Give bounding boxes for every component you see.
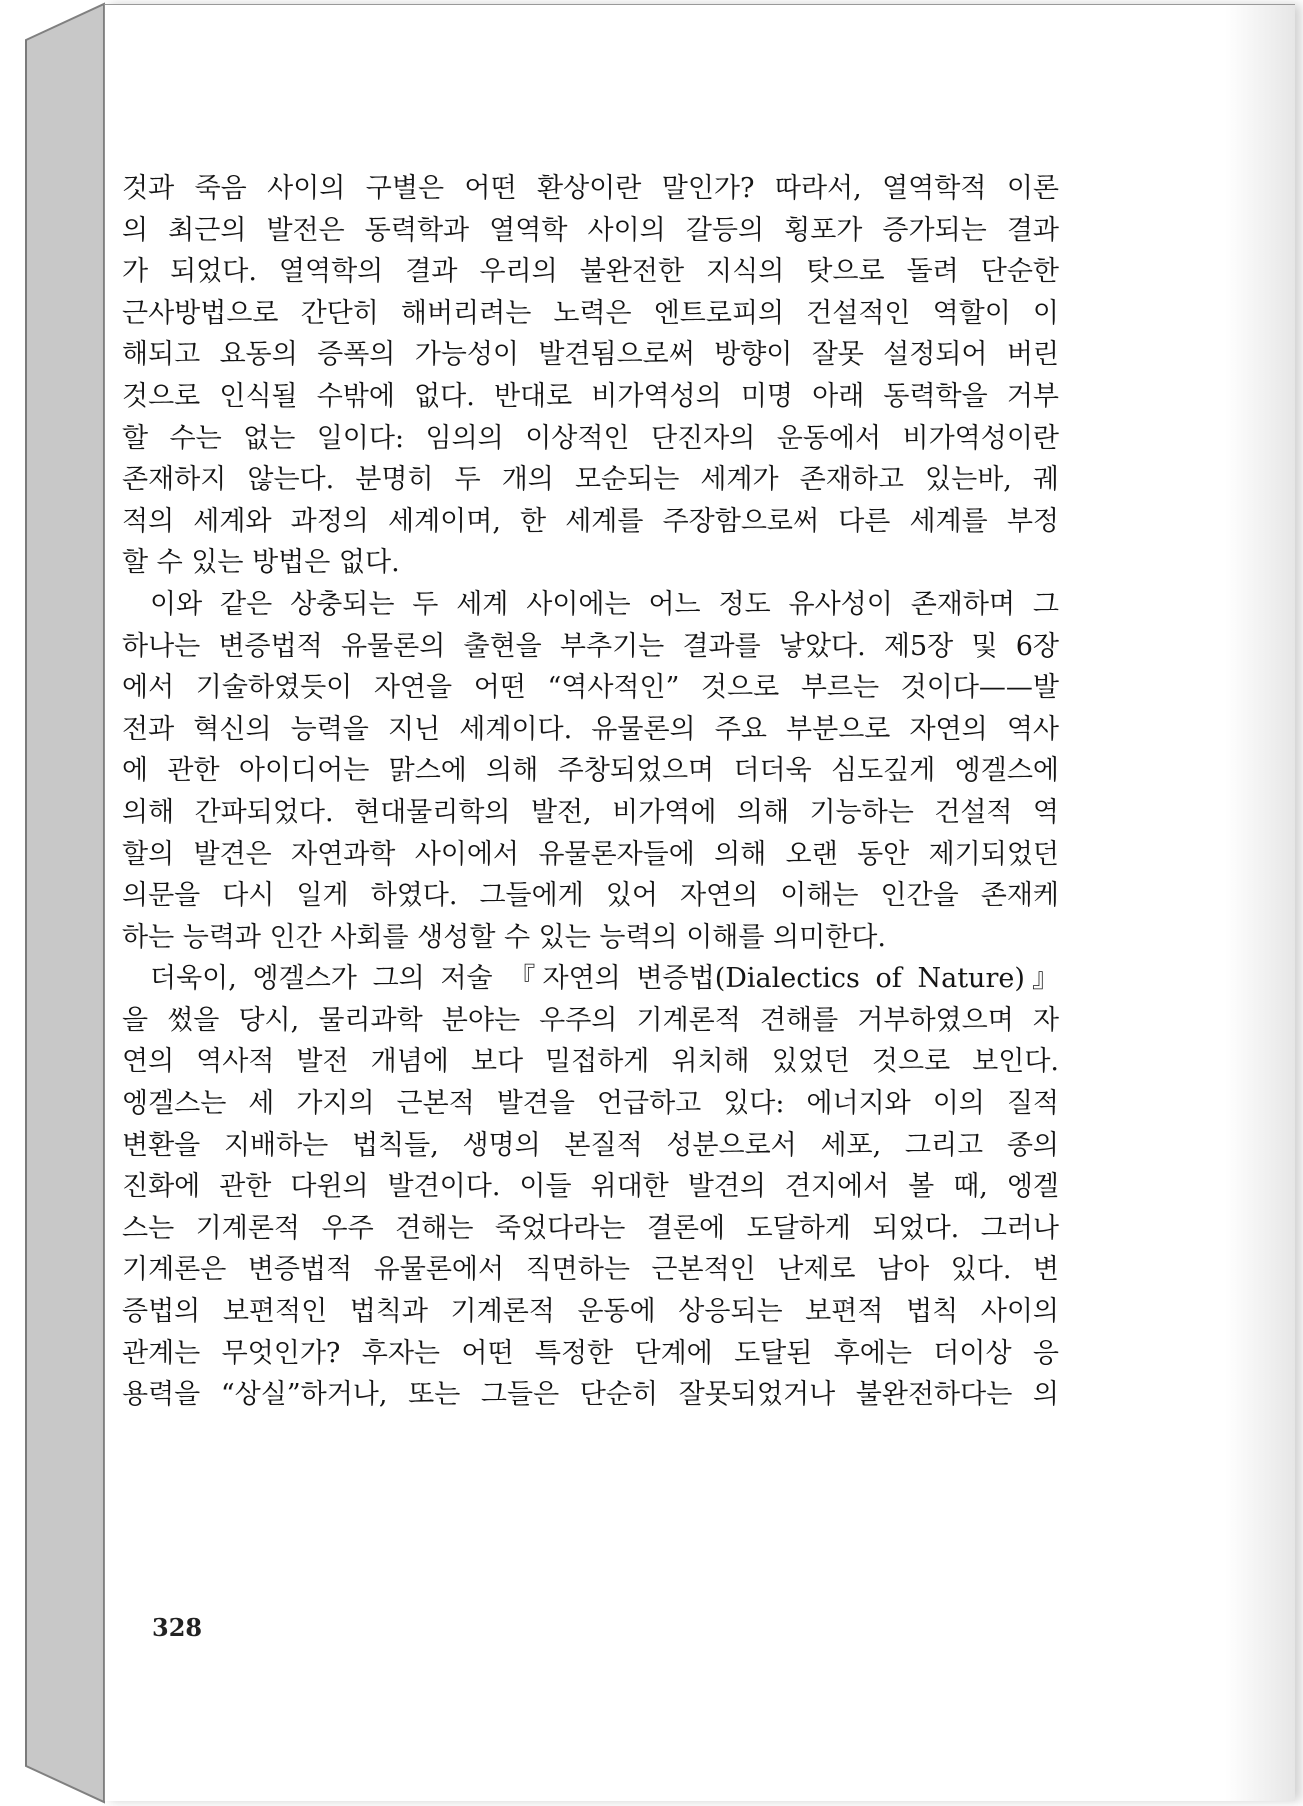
paragraph [122,168,1059,584]
text-line: 존재하지 않는다. 분명히 두 개의 모순되는 세계가 존재하고 있는바, 궤 [122,464,1059,496]
text-line: 에 관한 아이디어는 맑스에 의해 주창되었으며 더더욱 심도깊게 엥겔스에 [122,755,1059,787]
text-line: 을 썼을 당시, 물리과학 분야는 우주의 기계론적 견해를 거부하였으며 자 [122,1004,1059,1036]
text-line: 증법의 보편적인 법칙과 기계론적 운동에 상응되는 보편적 법칙 사이의 [122,1296,1059,1328]
text-line: 것과 죽음 사이의 구별은 어떤 환상이란 말인가? 따라서, 열역학적 이론 [122,173,1059,204]
text-line: 변환을 지배하는 법칙들, 생명의 본질적 성분으로서 세포, 그리고 종의 [122,1129,1059,1161]
text-line: 가 되었다. 열역학의 결과 우리의 불완전한 지식의 탓으로 돌려 단순한 [122,256,1059,288]
body-text [122,168,1059,1416]
text-line: 해되고 요동의 증폭의 가능성이 발견됨으로써 방향이 잘못 설정되어 버린 [122,339,1059,371]
text-line: 의 최근의 발전은 동력학과 열역학 사이의 갈등의 횡포가 증가되는 결과 [122,214,1059,246]
text-line: 용력을 “상실”하거나, 또는 그들은 단순히 잘못되었거나 불완전하다는 의 [122,1379,1059,1411]
page-number: 328 [152,1613,203,1642]
text-line: 근사방법으로 간단히 해버리려는 노력은 엔트로피의 건설적인 역할이 이 [122,297,1059,329]
text-line: 의문을 다시 일게 하였다. 그들에게 있어 자연의 이해는 인간을 존재케 [122,880,1059,912]
text-line: 할의 발견은 자연과학 사이에서 유물론자들에 의해 오랜 동안 제기되었던 [122,838,1059,870]
text-line: 하는 능력과 인간 사회를 생성할 수 있는 능력의 이해를 의미한다. [122,921,886,953]
text-line: 연의 역사적 발전 개념에 보다 밀접하게 위치해 있었던 것으로 보인다. [122,1046,1059,1078]
page-edge-shade [1225,5,1295,1801]
text-line: 의해 간파되었다. 현대물리학의 발전, 비가역에 의해 기능하는 건설적 역 [122,796,1059,828]
text-line: 스는 기계론적 우주 견해는 죽었다라는 결론에 도달하게 되었다. 그러나 [122,1212,1059,1244]
text-line: 진화에 관한 다윈의 발견이다. 이들 위대한 발견의 견지에서 볼 때, 엥겔 [122,1171,1059,1203]
text-line: 에서 기술하였듯이 자연을 어떤 “역사적인” 것으로 부르는 것이다——발 [122,672,1059,704]
text-line: 전과 혁신의 능력을 지닌 세계이다. 유물론의 주요 부분으로 자연의 역사 [122,713,1059,745]
text-line: 더욱이, 엥겔스가 그의 저술 『자연의 변증법(Dialectics of Nature)』 [150,963,1059,995]
text-line: 기계론은 변증법적 유물론에서 직면하는 근본적인 난제로 남아 있다. 변 [122,1254,1059,1286]
text-line: 적의 세계와 과정의 세계이며, 한 세계를 주장함으로써 다른 세계를 부정 [122,505,1059,537]
text-line: 할 수는 없는 일이다: 임의의 이상적인 단진자의 운동에서 비가역성이란 [122,422,1059,454]
text-line: 할 수 있는 방법은 없다. [122,547,400,579]
paragraph [122,584,1059,958]
text-line: 관계는 무엇인가? 후자는 어떤 특정한 단계에 도달된 후에는 더이상 응 [122,1337,1059,1369]
text-line: 이와 같은 상충되는 두 세계 사이에는 어느 정도 유사성이 존재하며 그 [150,588,1059,620]
paragraph [122,958,1059,1416]
text-line: 것으로 인식될 수밖에 없다. 반대로 비가역성의 미명 아래 동력학을 거부 [122,380,1059,412]
text-line: 엥겔스는 세 가지의 근본적 발견을 언급하고 있다: 에너지와 이의 질적 [122,1088,1059,1120]
text-line: 하나는 변증법적 유물론의 출현을 부추기는 결과를 낳았다. 제5장 및 6장 [122,630,1059,662]
